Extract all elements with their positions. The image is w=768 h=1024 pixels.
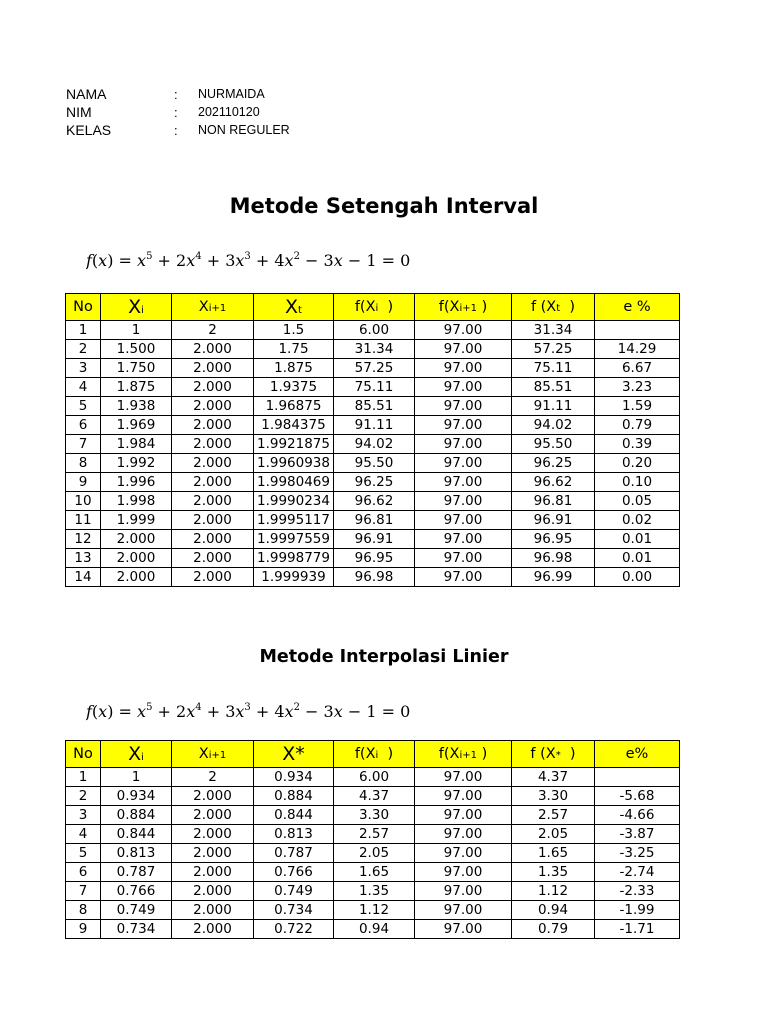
table-cell: 2.000: [172, 397, 254, 416]
table-cell: 97.00: [415, 863, 512, 882]
table-cell: 8: [66, 901, 101, 920]
table-row: [66, 806, 680, 825]
table-row: [66, 920, 680, 939]
table-row: [66, 340, 680, 359]
table-interpolasi-linier: [65, 740, 680, 939]
table-cell: 97.00: [415, 340, 512, 359]
table-row: [66, 787, 680, 806]
table-cell: 12: [66, 530, 101, 549]
table-cell: 31.34: [512, 321, 595, 340]
table-cell: 57.25: [512, 340, 595, 359]
svg-text:f(x) = x5 + 2x4 + 3x3 + 4x2 −: $f(x) = x^5 + 2x^4 + 3x^3 + 4x^2 - 3x - 1 = 0$: [86, 702, 411, 721]
info-row-nim: [66, 103, 290, 121]
table-row: [66, 530, 680, 549]
table-cell: 0.749: [101, 901, 172, 920]
header-xt: Xt: [254, 294, 334, 321]
table-row: [66, 549, 680, 568]
table-cell: 97.00: [415, 321, 512, 340]
header-xi: Xi: [101, 741, 172, 768]
table-cell: 6.67: [595, 359, 680, 378]
table-cell: 2.57: [334, 825, 415, 844]
table-row: [66, 473, 680, 492]
table-cell: 2.000: [172, 473, 254, 492]
table-cell: 2.000: [172, 901, 254, 920]
table-cell: 6.00: [334, 321, 415, 340]
table-cell: -2.74: [595, 863, 680, 882]
table-cell: 2.000: [172, 492, 254, 511]
table-cell: 0.934: [254, 768, 334, 787]
info-row-kelas: [66, 121, 290, 139]
info-row-nama: [66, 85, 290, 103]
header-fxi1: f(Xi+1 ): [415, 294, 512, 321]
header-fxi: f(Xi ): [334, 294, 415, 321]
table-cell: 1: [66, 768, 101, 787]
table-cell: 2.000: [172, 416, 254, 435]
table-row: [66, 882, 680, 901]
table-cell: 1.12: [512, 882, 595, 901]
table-cell: 1.9375: [254, 378, 334, 397]
table-row: [66, 492, 680, 511]
table-cell: 0.884: [101, 806, 172, 825]
table-cell: 2.000: [172, 787, 254, 806]
table-cell: 94.02: [334, 435, 415, 454]
table-cell: 1.875: [254, 359, 334, 378]
table-cell: -3.25: [595, 844, 680, 863]
table-cell: 8: [66, 454, 101, 473]
table-cell: 2.000: [172, 340, 254, 359]
table-cell: 0.00: [595, 568, 680, 587]
table-cell: 57.25: [334, 359, 415, 378]
table-cell: 2.000: [172, 378, 254, 397]
table-cell: 96.95: [334, 549, 415, 568]
table-cell: 7: [66, 435, 101, 454]
svg-text:f(x) = x5 + 2x4 + 3x3 + 4x2 −: $f(x) = x^5 + 2x^4 + 3x^3 + 4x^2 - 3x - 1 = 0$: [86, 251, 411, 270]
table-cell: 96.99: [512, 568, 595, 587]
equation-graphic: [86, 698, 426, 724]
table-cell: 1.999: [101, 511, 172, 530]
table-setengah-interval: [65, 293, 680, 587]
table-cell: 2.000: [172, 920, 254, 939]
table-body: [66, 768, 680, 939]
table-cell: 1.984: [101, 435, 172, 454]
table-cell: 6.00: [334, 768, 415, 787]
table-cell: 96.62: [334, 492, 415, 511]
table-row: [66, 511, 680, 530]
info-value: 202110120: [198, 105, 260, 119]
table-cell: 0.884: [254, 787, 334, 806]
table-row: [66, 378, 680, 397]
table-cell: 97.00: [415, 806, 512, 825]
table-cell: 97.00: [415, 901, 512, 920]
table-cell: 10: [66, 492, 101, 511]
table-cell: 1.992: [101, 454, 172, 473]
table-row: [66, 397, 680, 416]
table-cell: 97.00: [415, 920, 512, 939]
table-cell: 0.749: [254, 882, 334, 901]
table-cell: 0.813: [101, 844, 172, 863]
table-cell: 1.59: [595, 397, 680, 416]
table-row: [66, 416, 680, 435]
table-cell: 2.000: [172, 530, 254, 549]
table-cell: 96.25: [334, 473, 415, 492]
table-cell: 0.10: [595, 473, 680, 492]
table-cell: 11: [66, 511, 101, 530]
table-cell: 2.05: [334, 844, 415, 863]
table-cell: 97.00: [415, 416, 512, 435]
table-cell: 0.94: [334, 920, 415, 939]
table-cell: 1.500: [101, 340, 172, 359]
table-cell: 4: [66, 825, 101, 844]
table-cell: 5: [66, 397, 101, 416]
table-cell: 1: [66, 321, 101, 340]
table-cell: 96.95: [512, 530, 595, 549]
table-row: [66, 768, 680, 787]
info-colon: :: [174, 86, 178, 102]
table-cell: 5: [66, 844, 101, 863]
table-cell: 1.9960938: [254, 454, 334, 473]
table-cell: 1.12: [334, 901, 415, 920]
table-cell: 1.999939: [254, 568, 334, 587]
table-cell: 9: [66, 473, 101, 492]
table-cell: 96.91: [334, 530, 415, 549]
info-value: NURMAIDA: [198, 87, 265, 101]
table-cell: 1.5: [254, 321, 334, 340]
table-cell: 1.996: [101, 473, 172, 492]
table-cell: 1.984375: [254, 416, 334, 435]
table-cell: 2.000: [172, 863, 254, 882]
table-cell: 7: [66, 882, 101, 901]
table-row: [66, 454, 680, 473]
table-cell: 0.79: [595, 416, 680, 435]
table-cell: 96.98: [512, 549, 595, 568]
table-cell: 96.25: [512, 454, 595, 473]
table-cell: 6: [66, 863, 101, 882]
table-cell: 3.23: [595, 378, 680, 397]
table-cell: 96.81: [512, 492, 595, 511]
info-label: NAMA: [66, 86, 107, 102]
header-no: No: [66, 741, 101, 768]
table-cell: 97.00: [415, 787, 512, 806]
table-cell: 0.01: [595, 549, 680, 568]
table-cell: 97.00: [415, 825, 512, 844]
table-cell: [595, 768, 680, 787]
student-info: [66, 85, 290, 139]
table-cell: 1.9990234: [254, 492, 334, 511]
table-cell: 0.766: [254, 863, 334, 882]
table-cell: 0.766: [101, 882, 172, 901]
table-cell: 0.01: [595, 530, 680, 549]
table-cell: 2.000: [172, 435, 254, 454]
table-cell: 3: [66, 359, 101, 378]
table-cell: 97.00: [415, 549, 512, 568]
header-fxi1: f(Xi+1 ): [415, 741, 512, 768]
table-cell: 2.000: [101, 549, 172, 568]
table-cell: 85.51: [334, 397, 415, 416]
table-cell: 1.9997559: [254, 530, 334, 549]
info-value: NON REGULER: [198, 123, 290, 137]
header-xstar: X*: [254, 741, 334, 768]
table-cell: 1.9998779: [254, 549, 334, 568]
table-cell: 2.000: [101, 530, 172, 549]
table-row: [66, 435, 680, 454]
equation-image: [86, 698, 426, 728]
table-cell: 1.35: [512, 863, 595, 882]
info-colon: :: [174, 104, 178, 120]
table-cell: 0.787: [101, 863, 172, 882]
table-cell: 2.000: [172, 359, 254, 378]
table-cell: 0.734: [101, 920, 172, 939]
table-cell: 95.50: [334, 454, 415, 473]
table-cell: 97.00: [415, 882, 512, 901]
header-fxstar: f (X* ): [512, 741, 595, 768]
table-cell: 0.39: [595, 435, 680, 454]
section-title-setengah-interval: Metode Setengah Interval: [229, 194, 539, 218]
table-cell: 2.000: [172, 882, 254, 901]
table-cell: 97.00: [415, 473, 512, 492]
table-row: [66, 844, 680, 863]
table-cell: 0.05: [595, 492, 680, 511]
table-cell: 2: [172, 321, 254, 340]
table-cell: 6: [66, 416, 101, 435]
table-cell: 97.00: [415, 530, 512, 549]
table-cell: 1.9980469: [254, 473, 334, 492]
table-cell: 3.30: [512, 787, 595, 806]
table-header-row: [66, 741, 680, 768]
header-error: e %: [595, 294, 680, 321]
table-cell: -4.66: [595, 806, 680, 825]
header-fxi: f(Xi ): [334, 741, 415, 768]
table-cell: 0.844: [254, 806, 334, 825]
table-cell: 97.00: [415, 378, 512, 397]
table-row: [66, 825, 680, 844]
table-cell: 1.75: [254, 340, 334, 359]
header-xi: Xi: [101, 294, 172, 321]
table-row: [66, 359, 680, 378]
table-cell: 3: [66, 806, 101, 825]
table-cell: 4.37: [334, 787, 415, 806]
table-row: [66, 321, 680, 340]
table-row: [66, 863, 680, 882]
table-body: [66, 321, 680, 587]
table-cell: 97.00: [415, 511, 512, 530]
table-cell: 2.000: [172, 568, 254, 587]
table-cell: 3.30: [334, 806, 415, 825]
table-row: [66, 568, 680, 587]
header-no: No: [66, 294, 101, 321]
table-cell: -5.68: [595, 787, 680, 806]
header-error: e%: [595, 741, 680, 768]
table-cell: 0.787: [254, 844, 334, 863]
table-cell: 1.9995117: [254, 511, 334, 530]
table-cell: 1.969: [101, 416, 172, 435]
table-cell: 9: [66, 920, 101, 939]
table-cell: 91.11: [512, 397, 595, 416]
table-cell: 2.000: [172, 454, 254, 473]
table-cell: 1.750: [101, 359, 172, 378]
table-cell: 0.844: [101, 825, 172, 844]
table-cell: 1.65: [334, 863, 415, 882]
table-cell: 2.000: [101, 568, 172, 587]
table-cell: 14: [66, 568, 101, 587]
table-cell: 0.20: [595, 454, 680, 473]
table-cell: 0.934: [101, 787, 172, 806]
table-cell: 0.722: [254, 920, 334, 939]
header-fxt: f (Xt ): [512, 294, 595, 321]
table-cell: 1.9921875: [254, 435, 334, 454]
table-cell: -1.99: [595, 901, 680, 920]
table-cell: 97.00: [415, 492, 512, 511]
table-cell: 4.37: [512, 768, 595, 787]
table-cell: 1.875: [101, 378, 172, 397]
table-cell: 97.00: [415, 397, 512, 416]
table-cell: 97.00: [415, 359, 512, 378]
table-cell: 1.96875: [254, 397, 334, 416]
table-cell: -1.71: [595, 920, 680, 939]
table-cell: 97.00: [415, 844, 512, 863]
table-cell: 2: [66, 340, 101, 359]
table-cell: 0.02: [595, 511, 680, 530]
table-cell: 2: [66, 787, 101, 806]
header-xi1: Xi+1: [172, 741, 254, 768]
table-cell: 2.000: [172, 825, 254, 844]
equation-graphic: [86, 247, 426, 273]
table-cell: 97.00: [415, 568, 512, 587]
table-cell: 75.11: [334, 378, 415, 397]
table-cell: 0.813: [254, 825, 334, 844]
table-cell: 96.91: [512, 511, 595, 530]
table-cell: 94.02: [512, 416, 595, 435]
info-colon: :: [174, 122, 178, 138]
table-cell: 85.51: [512, 378, 595, 397]
table-cell: 1.998: [101, 492, 172, 511]
table-cell: 1: [101, 321, 172, 340]
table-cell: -2.33: [595, 882, 680, 901]
table-cell: 91.11: [334, 416, 415, 435]
table-cell: 2.000: [172, 511, 254, 530]
table-cell: 4: [66, 378, 101, 397]
info-label: KELAS: [66, 122, 112, 138]
table-cell: 0.79: [512, 920, 595, 939]
table-cell: 14.29: [595, 340, 680, 359]
table-cell: 1.65: [512, 844, 595, 863]
table-cell: 13: [66, 549, 101, 568]
section-title-interpolasi-linier: Metode Interpolasi Linier: [259, 647, 509, 667]
table-cell: 2.05: [512, 825, 595, 844]
info-label: NIM: [66, 104, 92, 120]
table-cell: 96.98: [334, 568, 415, 587]
table-header-row: [66, 294, 680, 321]
table-cell: 1.35: [334, 882, 415, 901]
table-cell: 75.11: [512, 359, 595, 378]
table-cell: -3.87: [595, 825, 680, 844]
table-cell: 95.50: [512, 435, 595, 454]
table-cell: 2.57: [512, 806, 595, 825]
header-xi1: Xi+1: [172, 294, 254, 321]
table-cell: 97.00: [415, 454, 512, 473]
table-cell: 1.938: [101, 397, 172, 416]
table-cell: 0.94: [512, 901, 595, 920]
table-row: [66, 901, 680, 920]
table-cell: 1: [101, 768, 172, 787]
table-cell: 2.000: [172, 844, 254, 863]
table-cell: 31.34: [334, 340, 415, 359]
table-cell: 2.000: [172, 549, 254, 568]
equation-image: [86, 247, 426, 277]
table-cell: 2.000: [172, 806, 254, 825]
table-cell: 96.62: [512, 473, 595, 492]
table-cell: 97.00: [415, 768, 512, 787]
table-cell: [595, 321, 680, 340]
table-cell: 97.00: [415, 435, 512, 454]
table-cell: 0.734: [254, 901, 334, 920]
table-cell: 2: [172, 768, 254, 787]
table-cell: 96.81: [334, 511, 415, 530]
